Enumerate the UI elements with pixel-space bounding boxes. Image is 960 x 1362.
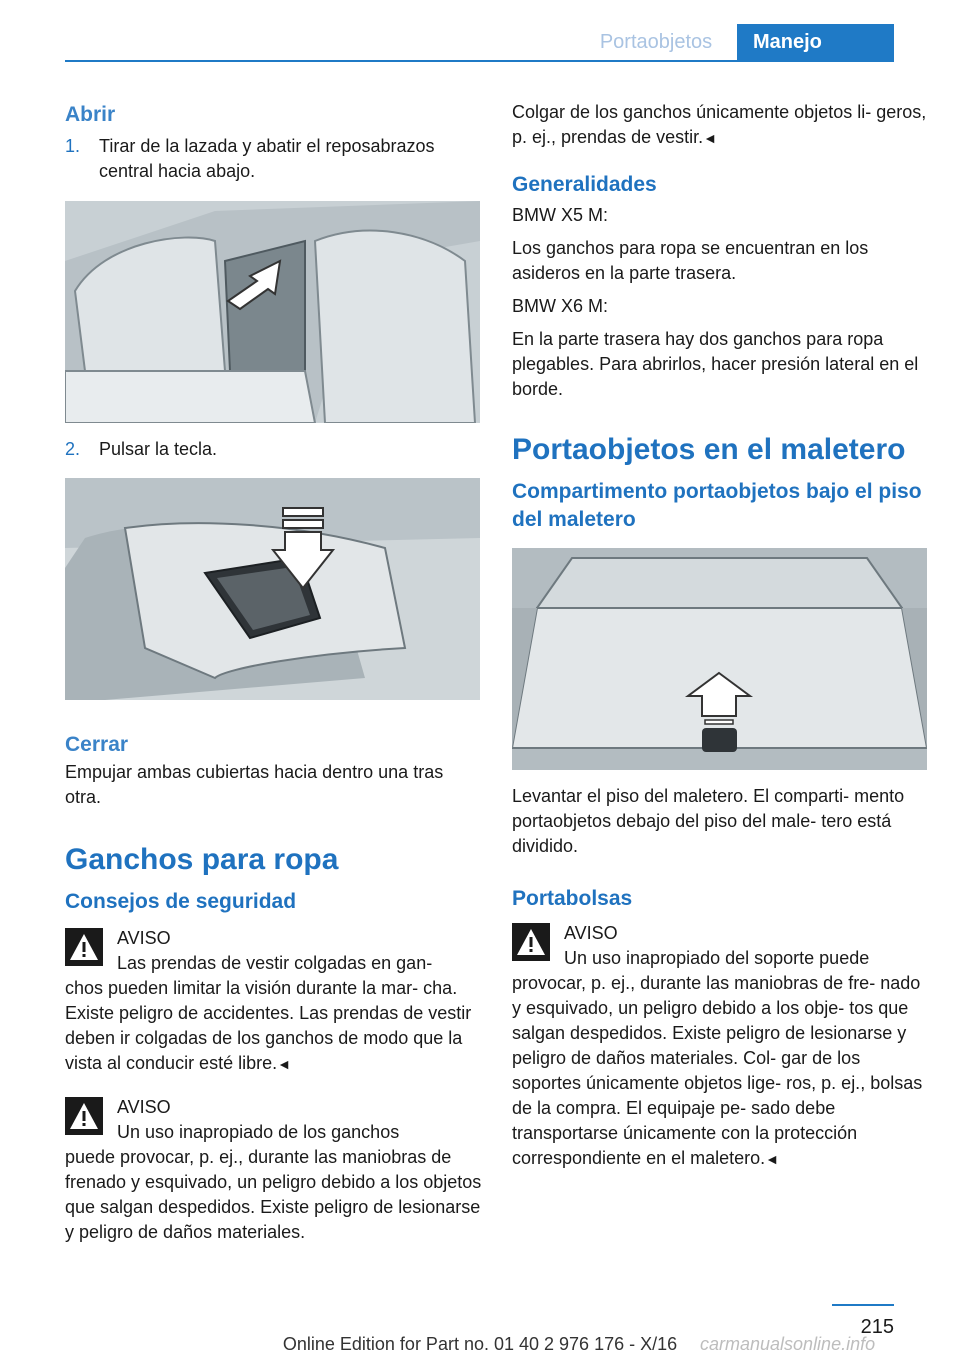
cerrar-heading: Cerrar [65,733,129,756]
watermark: carmanualsonline.info [700,1334,876,1354]
warning-text: provocar, p. ej., durante las maniobras de fre‐ nado y esquivado, un peligro debido a los obje‐ tos que salgan despedidos. Existe peligro de lesionarse y peligro de daños materiales. Col‐ gar de los soportes únicamente objetos lige‐ ros, p. ej., bolsas de la compra. El equipaje pe‐ sado debe transportarse únicamente con la protección correspondiente en el maletero. [512,973,923,1168]
warning-triangle-icon [65,1097,103,1135]
maletero-heading: Portaobjetos en el maletero [512,433,906,466]
armrest-fold-illustration [65,201,480,423]
warning-text: puede provocar, p. ej., durante las maniobras de frenado y esquivado, un peligro debido a los objetos que salgan despedidos. Existe peligro de lesionarse y peligro de daños materiales. [65,1147,482,1242]
step-item [65,437,483,462]
header-chapter-tab: Manejo [737,24,894,60]
header-rule [65,60,894,62]
page-header [0,0,960,62]
step-item [65,134,483,184]
consejos-heading: Consejos de seguridad [65,890,297,913]
warning-text: chos pueden limitar la visión durante la mar‐ cha. Existe peligro de accidentes. Las prendas de vestir deben ir colgadas de los ganchos de modo que la vista al conducir esté libre. [65,978,472,1073]
warning-triangle-icon [65,928,103,966]
warning-first-line: Un uso inapropiado de los ganchos [117,1122,400,1142]
step-number: 2. [65,439,81,459]
armrest-button-illustration [65,478,480,700]
cerrar-text: Empujar ambas cubiertas hacia dentro una tras otra. [65,762,444,807]
warning-triangle-icon [512,923,550,961]
ganchos-heading: Ganchos para ropa [65,843,339,876]
warning-title: AVISO [117,928,171,948]
step-number: 1. [65,136,81,156]
abrir-heading: Abrir [65,103,116,126]
warning-block [65,926,483,1077]
end-mark: ◄ [703,130,717,146]
end-mark: ◄ [765,1151,780,1167]
warning-block [512,921,930,1172]
trunk-floor-illustration [512,548,927,770]
header-section-title: Portaobjetos [599,31,713,53]
intro-text-body: Colgar de los ganchos únicamente objetos li‐ geros, p. ej., prendas de vestir. [512,102,927,147]
levantar-text: Levantar el piso del maletero. El comparti‐ mento portaobjetos debajo del piso del male‐ tero está dividido. [512,786,905,856]
portabolsas-heading: Portabolsas [512,887,633,910]
left-column [65,100,483,1245]
right-column [512,100,930,1172]
warning-title: AVISO [117,1097,171,1117]
end-mark: ◄ [277,1056,291,1072]
x6-text: En la parte trasera hay dos ganchos para ropa plegables. Para abrirlos, hacer presión lateral en el borde. [512,329,919,399]
compartimento-heading: Compartimento portaobjetos bajo el piso del maletero [512,480,922,531]
x6-label: BMW X6 M: [512,296,609,316]
steps-list [65,134,483,184]
footer-rule [832,1304,894,1306]
step-text: Tirar de la lazada y abatir el reposabrazos central hacia abajo. [99,136,435,181]
warning-first-line: Un uso inapropiado del soporte puede [564,948,870,968]
edition-footer: Online Edition for Part no. 01 40 2 976 176 - X/16 [282,1334,678,1354]
x5-label: BMW X5 M: [512,205,609,225]
warning-first-line: Las prendas de vestir colgadas en gan‐ [117,953,433,973]
step-text: Pulsar la tecla. [99,439,218,459]
x5-text: Los ganchos para ropa se encuentran en los asideros en la parte trasera. [512,238,869,283]
warning-title: AVISO [564,923,618,943]
generalidades-heading: Generalidades [512,173,657,196]
page-number: 215 [860,1316,894,1338]
steps-list-continued [65,437,483,462]
warning-block [65,1095,483,1245]
intro-text [512,100,930,151]
